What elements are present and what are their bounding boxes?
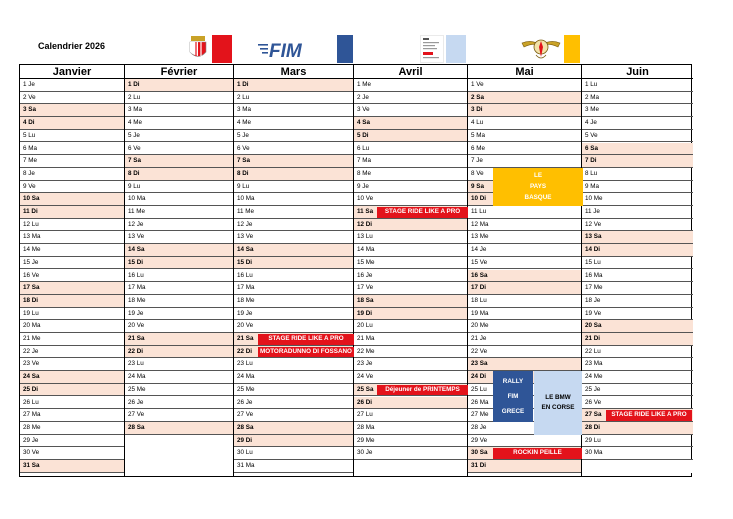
day-cell: 17 Di — [468, 282, 581, 295]
day-cell: 3 Ve — [354, 104, 467, 117]
day-cell: 17 Ma — [234, 282, 353, 295]
event-line: LE BMW — [545, 393, 571, 401]
day-cell: 19 Di — [354, 308, 467, 321]
day-cell: 14 Sa — [234, 244, 353, 257]
day-cell: 15 Di — [125, 257, 233, 270]
day-cell: 14 Di — [582, 244, 693, 257]
day-cell: 15 Lu — [582, 257, 693, 270]
day-cell: 5 Ma — [468, 130, 581, 143]
day-cell: 2 Lu — [234, 92, 353, 105]
header — [0, 0, 733, 64]
day-cell: 18 Sa — [354, 295, 467, 308]
day-cell: 4 Je — [582, 117, 693, 130]
day-cell: 11 Me — [234, 206, 353, 219]
day-cell: 13 Ma — [20, 231, 124, 244]
day-cell: 19 Ma — [468, 308, 581, 321]
day-cell: 18 Me — [234, 295, 353, 308]
day-cell: 29 Je — [20, 435, 124, 448]
lightblue-color-block — [446, 35, 466, 63]
day-cell: 6 Ve — [234, 143, 353, 156]
day-cell: 17 Me — [582, 282, 693, 295]
day-cell: 6 Ma — [20, 143, 124, 156]
day-cell: 17 Ve — [354, 282, 467, 295]
day-cell: 24 Di — [468, 371, 581, 384]
day-cell: 18 Me — [125, 295, 233, 308]
day-cell: 17 Ma — [125, 282, 233, 295]
day-cell: 7 Sa — [234, 155, 353, 168]
day-cell: 30 Je — [354, 447, 467, 460]
day-cell: 9 Lu — [234, 181, 353, 194]
day-cell: 5 Je — [234, 130, 353, 143]
day-cell: 9 Ma — [582, 181, 693, 194]
empty-cell — [582, 460, 693, 473]
day-cell: 8 Di — [234, 168, 353, 181]
fim-logo-text: FIM — [269, 41, 302, 60]
day-cell: 12 Je — [234, 219, 353, 232]
day-cell: 16 Lu — [234, 270, 353, 283]
day-cell: 14 Sa — [125, 244, 233, 257]
day-cell: 29 Lu — [582, 435, 693, 448]
day-cell: 12 Ve — [582, 219, 693, 232]
day-cell: 27 Ve — [234, 409, 353, 422]
day-cell: 12 Ma — [468, 219, 581, 232]
day-cell: 5 Je — [125, 130, 233, 143]
day-cell: 2 Sa — [468, 92, 581, 105]
day-cell: 22 Je — [20, 346, 124, 359]
day-cell: 5 Di — [354, 130, 467, 143]
day-cell: 29 Me — [354, 435, 467, 448]
day-cell: 11 Di — [20, 206, 124, 219]
day-cell: 11 Je — [582, 206, 693, 219]
day-cell: 17 Sa — [20, 282, 124, 295]
day-cell: 10 Me — [582, 193, 693, 206]
day-cell: 24 Ma — [234, 371, 353, 384]
blue-color-block — [337, 35, 353, 63]
fim-logo-icon — [258, 38, 308, 60]
event-paysbasque — [493, 168, 583, 206]
event-line: RALLY — [502, 377, 524, 385]
day-cell: 14 Ma — [354, 244, 467, 257]
day-cell: 30 Lu — [234, 447, 353, 460]
empty-cell — [354, 460, 467, 473]
day-cell: 15 Di — [234, 257, 353, 270]
month-header: Mars — [234, 65, 353, 79]
day-cell: 27 Ve — [125, 409, 233, 422]
day-cell: 2 Je — [354, 92, 467, 105]
day-cell: 26 Je — [234, 397, 353, 410]
day-cell: 28 Je — [468, 422, 581, 435]
day-cell: 7 Sa — [125, 155, 233, 168]
document-logo-icon — [420, 35, 444, 63]
day-cell: 29 Di — [234, 435, 353, 448]
day-cell: 24 Ve — [354, 371, 467, 384]
day-cell: 14 Je — [468, 244, 581, 257]
day-cell: 3 Ma — [125, 104, 233, 117]
day-cell: 16 Lu — [125, 270, 233, 283]
day-cell: 23 Ma — [582, 358, 693, 371]
day-cell: 27 Sa — [582, 409, 693, 422]
day-cell: 18 Di — [20, 295, 124, 308]
calendar-grid — [19, 64, 692, 477]
day-cell: 23 Lu — [234, 358, 353, 371]
event-line: FIM — [507, 392, 519, 400]
day-cell: 18 Je — [582, 295, 693, 308]
day-cell: 3 Me — [582, 104, 693, 117]
day-cell: 2 Lu — [125, 92, 233, 105]
day-cell: 22 Di — [234, 346, 353, 359]
day-cell: 29 Ve — [468, 435, 581, 448]
day-cell: 25 Di — [20, 384, 124, 397]
day-cell: 6 Sa — [582, 143, 693, 156]
day-cell: 20 Ma — [20, 320, 124, 333]
day-cell: 12 Je — [125, 219, 233, 232]
winged-emblem-icon — [520, 33, 562, 63]
day-cell: 13 Lu — [354, 231, 467, 244]
day-cell: 20 Sa — [582, 320, 693, 333]
event-avr25: Déjeuner de PRINTEMPS — [377, 385, 468, 396]
day-cell: 26 Ma — [468, 397, 581, 410]
day-cell: 2 Ve — [20, 92, 124, 105]
day-cell: 3 Di — [468, 104, 581, 117]
day-cell: 7 Me — [20, 155, 124, 168]
day-cell: 20 Ve — [125, 320, 233, 333]
day-cell: 1 Me — [354, 79, 467, 92]
month-header: Juin — [582, 65, 693, 79]
day-cell: 10 Ve — [354, 193, 467, 206]
day-cell: 21 Ma — [354, 333, 467, 346]
day-cell: 30 Ve — [20, 447, 124, 460]
day-cell: 15 Je — [20, 257, 124, 270]
day-cell: 28 Ma — [354, 422, 467, 435]
day-cell: 24 Sa — [20, 371, 124, 384]
month-header: Février — [125, 65, 233, 79]
day-cell: 22 Di — [125, 346, 233, 359]
day-cell: 25 Me — [125, 384, 233, 397]
day-cell: 5 Ve — [582, 130, 693, 143]
day-cell: 20 Me — [468, 320, 581, 333]
event-avr11: STAGE RIDE LIKE A PRO — [377, 207, 468, 218]
day-cell: 25 Je — [582, 384, 693, 397]
day-cell: 10 Ma — [125, 193, 233, 206]
day-cell: 25 Sa — [354, 384, 467, 397]
day-cell: 13 Me — [468, 231, 581, 244]
day-cell: 8 Je — [20, 168, 124, 181]
day-cell: 19 Je — [234, 308, 353, 321]
day-cell: 16 Sa — [468, 270, 581, 283]
day-cell: 23 Sa — [468, 358, 581, 371]
day-cell: 4 Di — [20, 117, 124, 130]
day-cell: 4 Me — [234, 117, 353, 130]
month-header: Avril — [354, 65, 467, 79]
day-cell: 8 Ve — [468, 168, 581, 181]
event-bmw — [534, 371, 582, 435]
month-column-3 — [354, 65, 468, 477]
day-cell: 3 Sa — [20, 104, 124, 117]
day-cell: 6 Me — [468, 143, 581, 156]
red-color-block — [212, 35, 232, 63]
month-header: Mai — [468, 65, 581, 79]
day-cell: 28 Di — [582, 422, 693, 435]
day-cell: 21 Di — [582, 333, 693, 346]
day-cell: 21 Sa — [125, 333, 233, 346]
day-cell: 12 Di — [354, 219, 467, 232]
day-cell: 31 Di — [468, 460, 581, 473]
empty-cell — [125, 435, 233, 448]
day-cell: 1 Ve — [468, 79, 581, 92]
day-cell: 19 Lu — [20, 308, 124, 321]
day-cell: 11 Me — [125, 206, 233, 219]
day-cell: 7 Je — [468, 155, 581, 168]
day-cell: 8 Lu — [582, 168, 693, 181]
day-cell: 27 Lu — [354, 409, 467, 422]
event-rally — [493, 371, 533, 422]
empty-cell — [125, 460, 233, 473]
day-cell: 9 Ve — [20, 181, 124, 194]
event-rockin: ROCKIN PEILLE — [493, 448, 582, 459]
day-cell: 21 Sa — [234, 333, 353, 346]
day-cell: 15 Ve — [468, 257, 581, 270]
day-cell: 1 Di — [234, 79, 353, 92]
day-cell: 16 Ma — [582, 270, 693, 283]
day-cell: 28 Sa — [234, 422, 353, 435]
day-cell: 28 Me — [20, 422, 124, 435]
day-cell: 10 Sa — [20, 193, 124, 206]
day-cell: 2 Ma — [582, 92, 693, 105]
day-cell: 8 Di — [125, 168, 233, 181]
day-cell: 22 Ve — [468, 346, 581, 359]
day-cell: 19 Ve — [582, 308, 693, 321]
day-cell: 4 Sa — [354, 117, 467, 130]
day-cell: 25 Me — [234, 384, 353, 397]
page-title: Calendrier 2026 — [38, 41, 106, 51]
day-cell: 8 Me — [354, 168, 467, 181]
day-cell: 24 Me — [582, 371, 693, 384]
day-cell: 15 Me — [354, 257, 467, 270]
day-cell: 21 Je — [468, 333, 581, 346]
day-cell: 23 Lu — [125, 358, 233, 371]
day-cell: 23 Je — [354, 358, 467, 371]
day-cell: 7 Ma — [354, 155, 467, 168]
day-cell: 6 Lu — [354, 143, 467, 156]
day-cell: 24 Ma — [125, 371, 233, 384]
day-cell: 13 Ve — [125, 231, 233, 244]
day-cell: 16 Ve — [20, 270, 124, 283]
empty-cell — [125, 447, 233, 460]
day-cell: 31 Sa — [20, 460, 124, 473]
day-cell: 9 Lu — [125, 181, 233, 194]
day-cell: 21 Me — [20, 333, 124, 346]
day-cell: 19 Je — [125, 308, 233, 321]
day-cell: 27 Ma — [20, 409, 124, 422]
day-cell: 10 Ma — [234, 193, 353, 206]
day-cell: 6 Ve — [125, 143, 233, 156]
month-header: Janvier — [20, 65, 124, 79]
event-line: EN CORSE — [541, 403, 575, 411]
event-mar21: STAGE RIDE LIKE A PRO — [258, 334, 354, 345]
day-cell: 13 Sa — [582, 231, 693, 244]
day-cell: 11 Lu — [468, 206, 581, 219]
event-line: BASQUE — [524, 194, 552, 202]
day-cell: 10 Di — [468, 193, 581, 206]
event-line: GRECE — [501, 407, 525, 415]
month-column-2 — [234, 65, 354, 477]
day-cell: 18 Lu — [468, 295, 581, 308]
day-cell: 27 Me — [468, 409, 581, 422]
day-cell: 9 Sa — [468, 181, 581, 194]
day-cell: 1 Je — [20, 79, 124, 92]
day-cell: 20 Lu — [354, 320, 467, 333]
day-cell: 3 Ma — [234, 104, 353, 117]
event-line: LE — [533, 172, 543, 180]
day-cell: 13 Ve — [234, 231, 353, 244]
month-column-1 — [125, 65, 234, 477]
day-cell: 22 Me — [354, 346, 467, 359]
day-cell: 31 Ma — [234, 460, 353, 473]
day-cell: 25 Lu — [468, 384, 581, 397]
event-mar22: MOTORADUNNO DI FOSSANO — [258, 347, 354, 358]
day-cell: 30 Ma — [582, 447, 693, 460]
day-cell: 26 Ve — [582, 397, 693, 410]
day-cell: 23 Ve — [20, 358, 124, 371]
day-cell: 20 Ve — [234, 320, 353, 333]
day-cell: 16 Je — [354, 270, 467, 283]
day-cell: 9 Je — [354, 181, 467, 194]
day-cell: 14 Me — [20, 244, 124, 257]
day-cell: 26 Lu — [20, 397, 124, 410]
month-column-0 — [20, 65, 125, 477]
day-cell: 7 Di — [582, 155, 693, 168]
day-cell: 22 Lu — [582, 346, 693, 359]
day-cell: 26 Je — [125, 397, 233, 410]
day-cell: 30 Sa — [468, 447, 581, 460]
day-cell: 1 Di — [125, 79, 233, 92]
orange-color-block — [564, 35, 580, 63]
day-cell: 12 Lu — [20, 219, 124, 232]
day-cell: 4 Lu — [468, 117, 581, 130]
event-juin27: STAGE RIDE LIKE A PRO — [606, 410, 692, 421]
day-cell: 4 Me — [125, 117, 233, 130]
day-cell: 28 Sa — [125, 422, 233, 435]
day-cell: 26 Di — [354, 397, 467, 410]
day-cell: 11 Sa — [354, 206, 467, 219]
day-cell: 1 Lu — [582, 79, 693, 92]
monaco-crest-icon — [186, 33, 210, 63]
event-line: PAYS — [529, 183, 547, 191]
day-cell: 5 Lu — [20, 130, 124, 143]
